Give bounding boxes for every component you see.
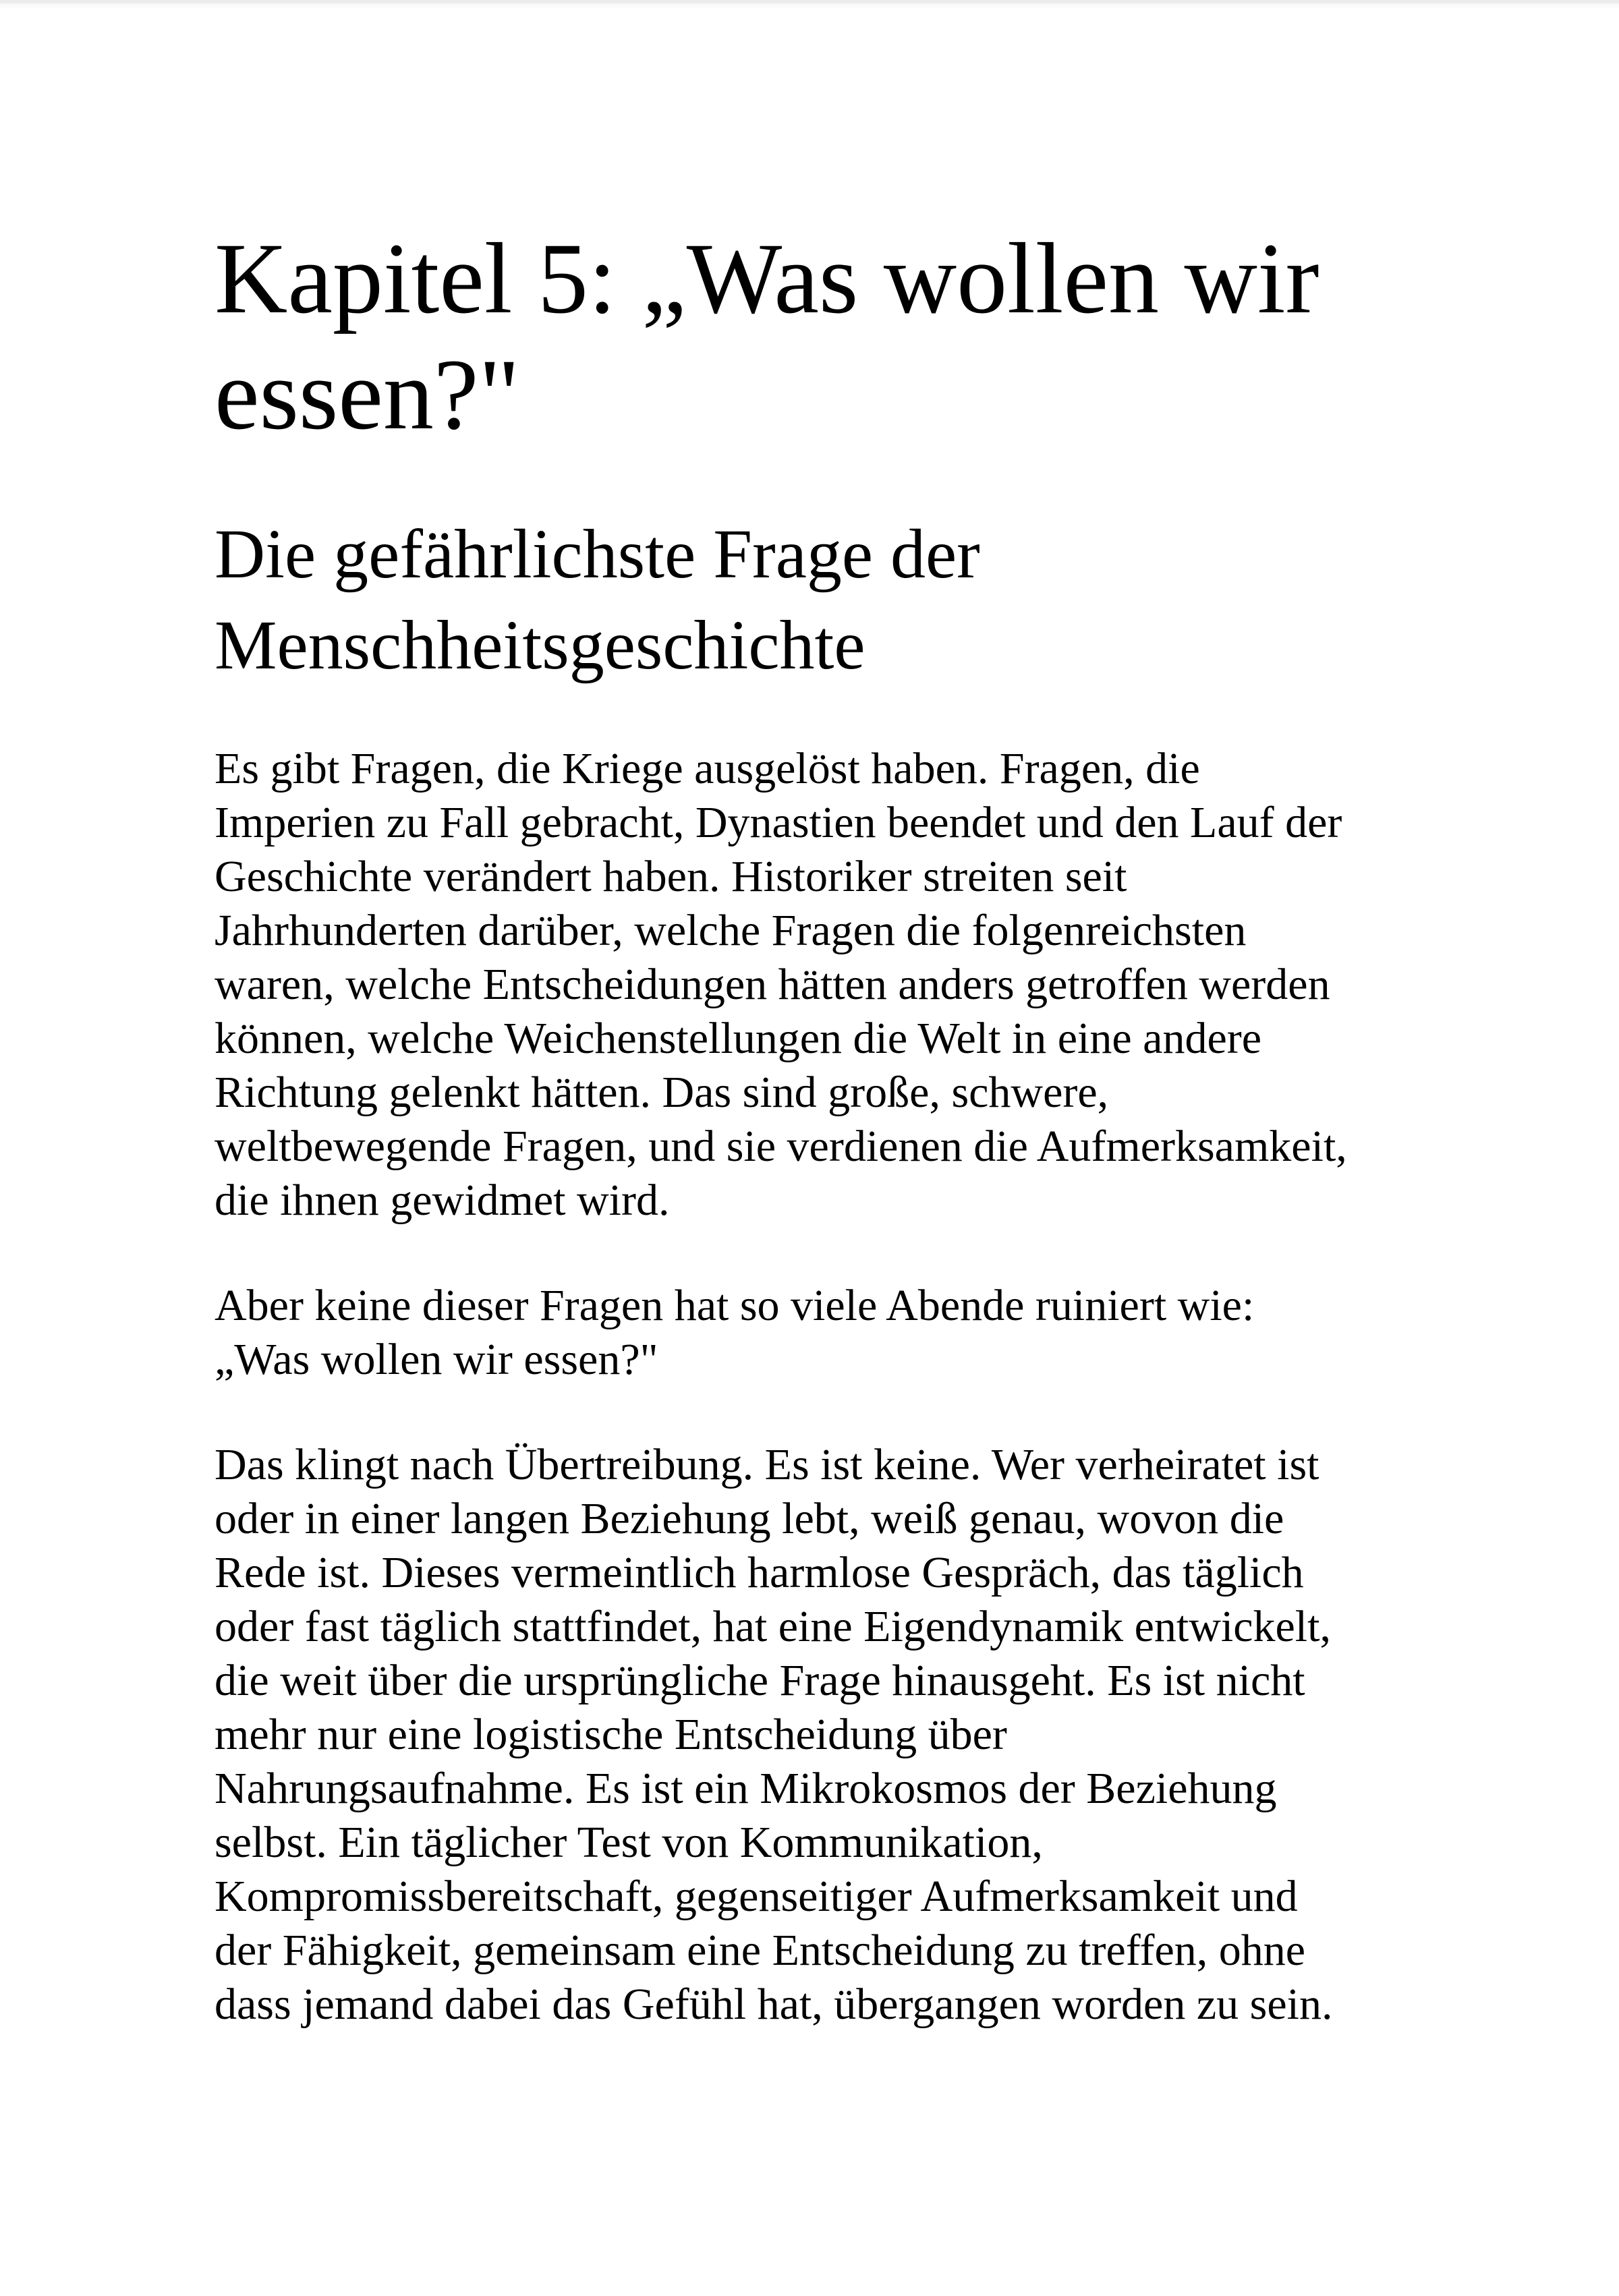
text-line: Es gibt Fragen, die Kriege ausgelöst haben. Fragen, die — [215, 744, 1200, 793]
text-line: Nahrungsaufnahme. Es ist ein Mikrokosmos der Beziehung — [215, 1764, 1277, 1813]
paragraph-question — [215, 1279, 1422, 1387]
text-line: die weit über die ursprüngliche Frage hinausgeht. Es ist nicht — [215, 1656, 1305, 1705]
text-line: weltbewegende Fragen, und sie verdienen die Aufmerksamkeit, — [215, 1122, 1347, 1171]
text-line: Imperien zu Fall gebracht, Dynastien beendet und den Lauf der — [215, 798, 1342, 847]
text-line: oder in einer langen Beziehung lebt, weiß genau, wovon die — [215, 1494, 1284, 1543]
text-line: Aber keine dieser Fragen hat so viele Abende ruiniert wie: — [215, 1281, 1255, 1330]
text-line: waren, welche Entscheidungen hätten anders getroffen werden — [215, 960, 1330, 1009]
paragraph-intro — [215, 742, 1422, 1228]
text-line: oder fast täglich stattfindet, hat eine Eigendynamik entwickelt, — [215, 1602, 1331, 1651]
document-page — [0, 9, 1422, 2032]
text-line: die ihnen gewidmet wird. — [215, 1176, 670, 1225]
text-line: Richtung gelenkt hätten. Das sind große, schwere, — [215, 1068, 1109, 1117]
text-line: mehr nur eine logistische Entscheidung über — [215, 1710, 1007, 1759]
text-line: Kapitel 5: „Was wollen wir — [215, 223, 1319, 335]
text-line: Das klingt nach Übertreibung. Es ist keine. Wer verheiratet ist — [215, 1440, 1319, 1489]
text-line: selbst. Ein täglicher Test von Kommunikation, — [215, 1818, 1043, 1867]
text-line: dass jemand dabei das Gefühl hat, übergangen worden zu sein. — [215, 1980, 1333, 2029]
text-line: Jahrhunderten darüber, welche Fragen die folgenreichsten — [215, 906, 1247, 955]
text-line: der Fähigkeit, gemeinsam eine Entscheidung zu treffen, ohne — [215, 1926, 1306, 1975]
window-top-edge-fade — [0, 3, 1619, 9]
chapter-title — [215, 221, 1422, 453]
text-line: essen?" — [215, 339, 520, 451]
paragraph-explanation — [215, 1438, 1422, 2032]
text-line: können, welche Weichenstellungen die Welt in eine andere — [215, 1014, 1262, 1063]
text-line: Die gefährlichste Frage der — [215, 515, 980, 593]
text-line: Kompromissbereitschaft, gegenseitiger Aufmerksamkeit und — [215, 1872, 1298, 1921]
chapter-subtitle — [215, 509, 1422, 691]
text-line: Rede ist. Dieses vermeintlich harmlose Gespräch, das täglich — [215, 1548, 1304, 1597]
text-line: „Was wollen wir essen?" — [215, 1335, 658, 1384]
text-line: Menschheitsgeschichte — [215, 606, 865, 684]
text-line: Geschichte verändert haben. Historiker streiten seit — [215, 852, 1127, 901]
